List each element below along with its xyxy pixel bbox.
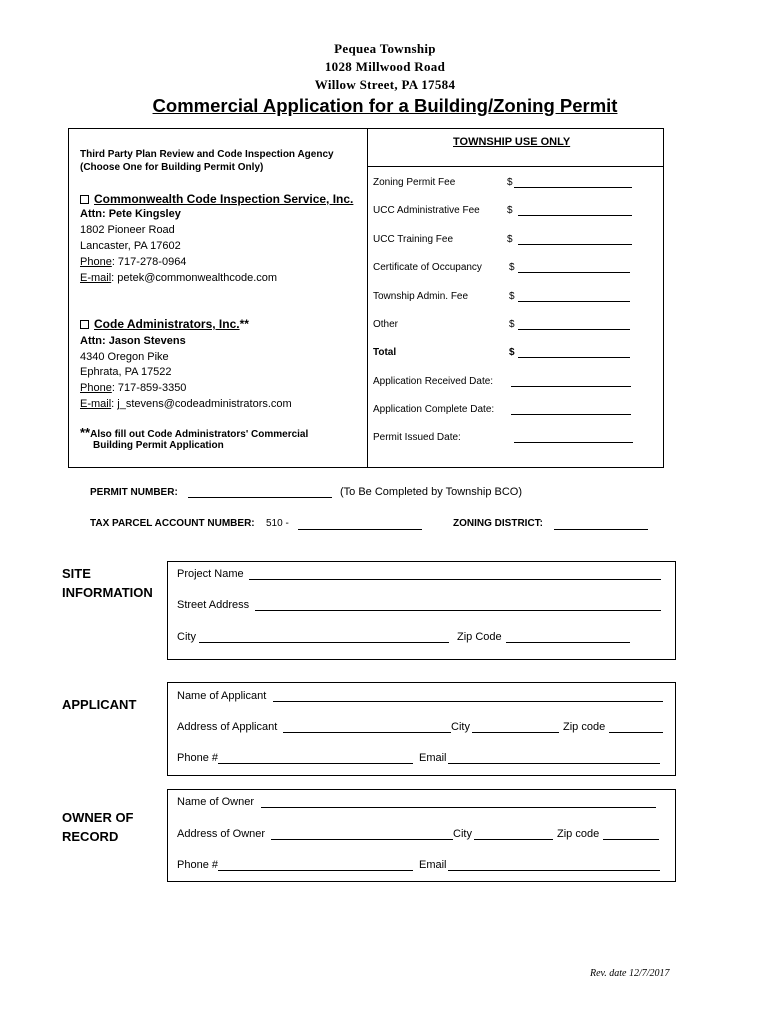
owner-name-label: Name of Owner — [177, 796, 255, 808]
applicant-city-label: City — [451, 721, 470, 733]
code-admin-note-line2: Building Permit Application — [93, 440, 224, 451]
township-city-state: Willow Street, PA 17584 — [314, 77, 456, 92]
township-heading-rule — [367, 166, 664, 167]
tax-parcel-label: TAX PARCEL ACCOUNT NUMBER: — [90, 518, 255, 529]
fee-label: Certificate of Occupancy — [373, 262, 482, 273]
fee-dollar-sign: $ — [509, 291, 515, 302]
site-zip-field[interactable] — [506, 631, 630, 643]
fee-dollar-sign: $ — [509, 347, 515, 358]
fee-dollar-sign: $ — [507, 234, 513, 245]
fee-amount-field[interactable] — [518, 290, 630, 302]
commonwealth-phone: : 717-278-0964 — [111, 256, 187, 268]
owner-phone-label: Phone # — [177, 859, 218, 871]
commonwealth-phone-line — [80, 256, 186, 268]
date-field[interactable] — [511, 375, 631, 387]
commonwealth-checkbox[interactable] — [80, 195, 89, 204]
commonwealth-name: Commonwealth Code Inspection Service, Inc. — [94, 192, 354, 206]
fee-amount-field[interactable] — [518, 261, 630, 273]
tax-parcel-field[interactable] — [298, 518, 422, 530]
date-label: Application Complete Date: — [373, 404, 495, 415]
zoning-district-field[interactable] — [554, 518, 648, 530]
applicant-address-field[interactable] — [283, 721, 451, 733]
code-admin-email-label: E-mail — [80, 398, 112, 410]
tax-parcel-prefix: 510 - — [266, 518, 289, 529]
owner-phone-field[interactable] — [218, 859, 413, 871]
form-title: Commercial Application for a Building/Zoning Permit — [152, 95, 618, 116]
applicant-zip-label: Zip code — [563, 721, 606, 733]
fee-label: Township Admin. Fee — [373, 291, 469, 302]
box-divider — [367, 128, 368, 468]
fee-label: Zoning Permit Fee — [373, 177, 456, 188]
code-admin-name: Code Administrators, Inc. — [94, 317, 240, 331]
owner-city-field[interactable] — [474, 828, 553, 840]
code-admin-email-line — [80, 398, 292, 410]
fee-label: Total — [373, 347, 397, 358]
fee-amount-field[interactable] — [518, 318, 630, 330]
township-use-heading: TOWNSHIP USE ONLY — [453, 136, 571, 148]
owner-zip-label: Zip code — [557, 828, 600, 840]
date-label: Permit Issued Date: — [373, 432, 461, 443]
project-name-field[interactable] — [249, 568, 661, 580]
site-heading-line2: INFORMATION — [62, 585, 153, 600]
code-admin-option[interactable] — [80, 317, 249, 331]
code-admin-phone-label: Phone — [80, 382, 112, 394]
fee-amount-field[interactable] — [518, 204, 632, 216]
commonwealth-phone-label: Phone — [80, 256, 112, 268]
code-admin-email: : j_stevens@codeadministrators.com — [111, 398, 292, 410]
owner-heading-line1: OWNER OF — [62, 810, 134, 825]
street-address-label: Street Address — [177, 599, 250, 611]
code-admin-note-line1 — [80, 425, 308, 440]
street-address-field[interactable] — [255, 599, 661, 611]
revision-date: Rev. date 12/7/2017 — [590, 968, 670, 979]
owner-zip-field[interactable] — [603, 828, 659, 840]
commonwealth-address2: Lancaster, PA 17602 — [80, 240, 181, 252]
applicant-phone-field[interactable] — [218, 752, 413, 764]
fee-amount-field[interactable] — [518, 346, 630, 358]
project-name-label: Project Name — [177, 568, 244, 580]
applicant-heading: APPLICANT — [62, 697, 137, 712]
code-admin-phone-line — [80, 382, 186, 394]
code-admin-address1: 4340 Oregon Pike — [80, 351, 169, 363]
code-admin-attn: Attn: Jason Stevens — [80, 335, 186, 347]
commonwealth-option[interactable] — [80, 192, 353, 206]
township-name: Pequea Township — [334, 41, 436, 56]
site-heading-line1: SITE — [62, 566, 91, 581]
owner-email-label: Email — [419, 859, 447, 871]
fee-dollar-sign: $ — [507, 177, 513, 188]
applicant-email-label: Email — [419, 752, 447, 764]
owner-email-field[interactable] — [448, 859, 660, 871]
owner-heading — [62, 808, 134, 846]
note-text-1: Also fill out Code Administrators' Commercial — [90, 429, 309, 440]
fee-dollar-sign: $ — [509, 262, 515, 273]
permit-number-field[interactable] — [188, 486, 332, 498]
commonwealth-email-line — [80, 272, 277, 284]
fee-label: UCC Training Fee — [373, 234, 454, 245]
code-admin-phone: : 717-859-3350 — [111, 382, 187, 394]
code-admin-stars: ** — [239, 317, 249, 331]
date-label: Application Received Date: — [373, 376, 494, 387]
permit-number-note: (To Be Completed by Township BCO) — [340, 486, 522, 498]
note-stars: ** — [80, 425, 91, 440]
applicant-zip-field[interactable] — [609, 721, 663, 733]
commonwealth-attn: Attn: Pete Kingsley — [80, 208, 181, 220]
fee-amount-field[interactable] — [514, 176, 632, 188]
zoning-district-label: ZONING DISTRICT: — [453, 518, 543, 529]
applicant-email-field[interactable] — [448, 752, 660, 764]
applicant-phone-label: Phone # — [177, 752, 218, 764]
site-zip-label: Zip Code — [457, 631, 502, 643]
owner-heading-line2: RECORD — [62, 829, 119, 844]
site-heading — [62, 564, 153, 602]
commonwealth-address1: 1802 Pioneer Road — [80, 224, 175, 236]
owner-address-field[interactable] — [271, 828, 453, 840]
applicant-city-field[interactable] — [472, 721, 559, 733]
agency-intro-line2: (Choose One for Building Permit Only) — [80, 162, 264, 173]
permit-number-label: PERMIT NUMBER: — [90, 487, 178, 498]
commonwealth-email-label: E-mail — [80, 272, 112, 284]
commonwealth-email: : petek@commonwealthcode.com — [111, 272, 278, 284]
township-street: 1028 Millwood Road — [324, 59, 446, 74]
fee-dollar-sign: $ — [509, 319, 515, 330]
applicant-address-label: Address of Applicant — [177, 721, 278, 733]
applicant-name-label: Name of Applicant — [177, 690, 267, 702]
owner-address-label: Address of Owner — [177, 828, 266, 840]
fee-dollar-sign: $ — [507, 205, 513, 216]
date-field[interactable] — [514, 431, 633, 443]
owner-name-field[interactable] — [261, 796, 656, 808]
date-field[interactable] — [511, 403, 631, 415]
site-city-field[interactable] — [199, 631, 449, 643]
applicant-name-field[interactable] — [273, 690, 663, 702]
fee-label: UCC Administrative Fee — [373, 205, 480, 216]
fee-label: Other — [373, 319, 399, 330]
code-admin-address2: Ephrata, PA 17522 — [80, 366, 172, 378]
agency-intro-line1: Third Party Plan Review and Code Inspection Agency — [80, 149, 334, 160]
fee-amount-field[interactable] — [518, 233, 632, 245]
site-city-label: City — [177, 631, 196, 643]
owner-city-label: City — [453, 828, 472, 840]
code-admin-checkbox[interactable] — [80, 320, 89, 329]
